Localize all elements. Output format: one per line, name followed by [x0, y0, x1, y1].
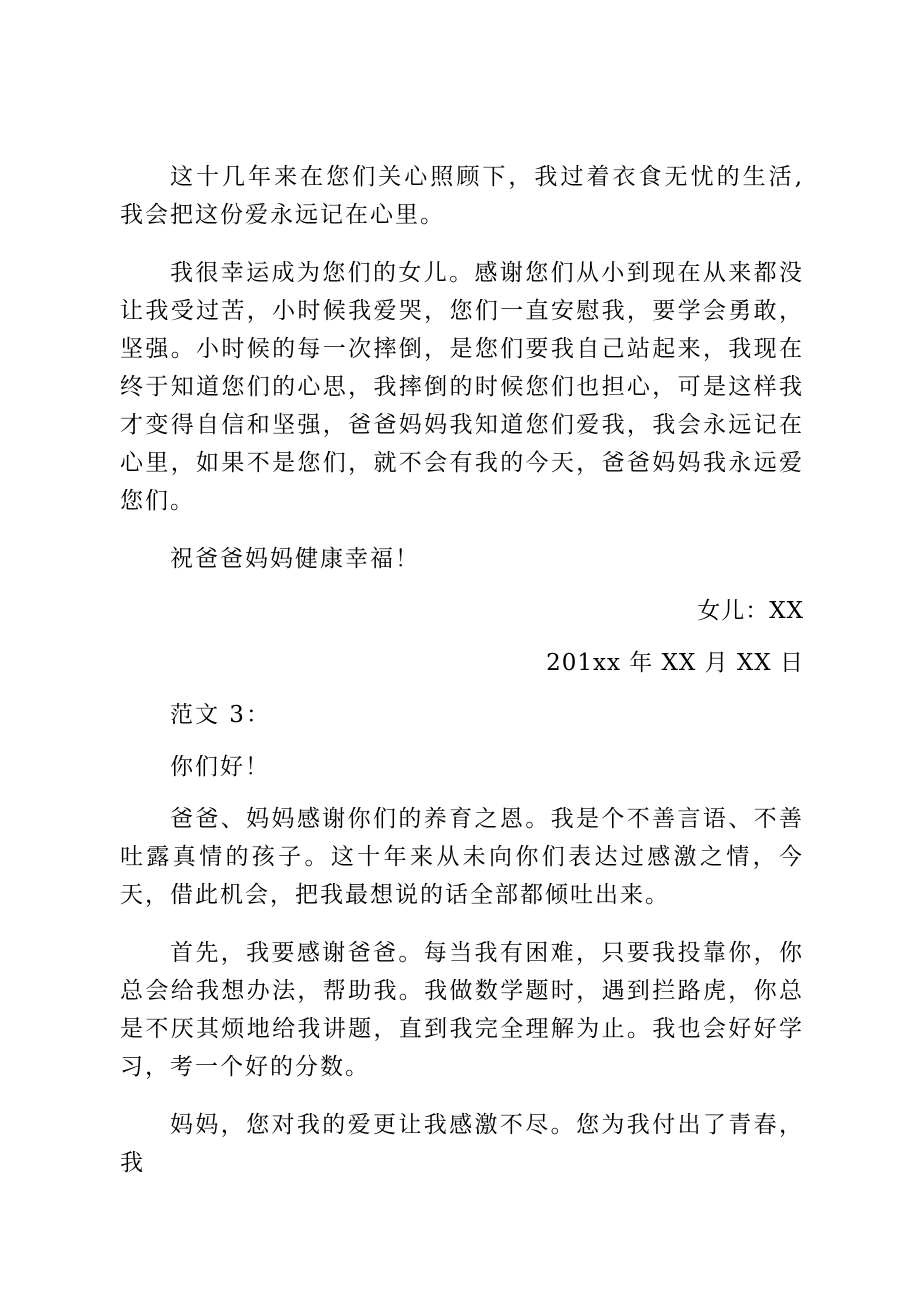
letter-page — [120, 158, 804, 1202]
section-label: 范文 3： — [170, 702, 271, 728]
paragraph-thanks-parents: 爸爸、妈妈感谢你们的养育之恩。我是个不善言语、不善吐露真情的孩子。这十年来从未向你们表达过感激之情，今天，借此机会，把我最想说的话全部都倾吐出来。 — [120, 806, 804, 908]
paragraph-thanks-mother: 妈妈，您对我的爱更让我感激不尽。您为我付出了青春，我 — [120, 1112, 804, 1176]
letter-date: 201xx 年 XX 月 XX 日 — [546, 650, 804, 676]
paragraph-gratitude-care: 这十几年来在您们关心照顾下，我过着衣食无忧的生活,我会把这份爱永远记在心里。 — [120, 164, 804, 228]
paragraph-lucky-daughter: 我很幸运成为您们的女儿。感谢您们从小到现在从来都没让我受过苦，小时候我爱哭，您们一直安慰我，要学会勇敢，坚强。小时候的每一次摔倒，是您们要我自己站起来，我现在终于知道您们的心思，我摔倒的时候您们也担心，可是这样我才变得自信和坚强，爸爸妈妈我知道您们爱我，我会永远记在心里，如果不是您们，就不会有我的今天，爸爸妈妈我永远爱您们。 — [120, 260, 804, 514]
paragraph-thanks-father: 首先，我要感谢爸爸。每当我有困难，只要我投靠你，你总会给我想办法，帮助我。我做数学题时，遇到拦路虎，你总是不厌其烦地给我讲题，直到我完全理解为止。我也会好好学习，考一个好的分数。 — [120, 940, 804, 1080]
signature: 女儿：XX — [697, 598, 804, 624]
greeting: 你们好！ — [170, 754, 270, 780]
paragraph-blessing: 祝爸爸妈妈健康幸福！ — [170, 546, 420, 572]
